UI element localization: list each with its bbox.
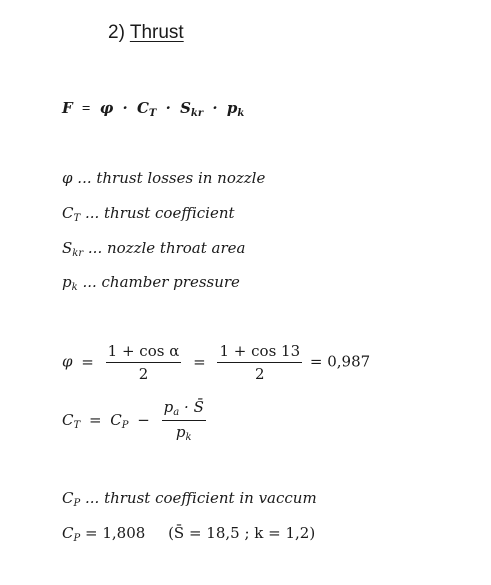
cp-value-line [62, 524, 315, 544]
ct-symbol: $C_T$ [136, 99, 157, 119]
equals-sign: = [81, 352, 94, 371]
fraction-denominator: 2 [138, 365, 149, 383]
thrust-lhs: F [62, 99, 73, 117]
fraction-denominator: 2 [255, 365, 265, 383]
definition-line [62, 204, 235, 224]
phi-formula [62, 342, 370, 383]
definition-text: ... thrust losses in nozzle [77, 169, 266, 187]
cp-parameters: (S̄ = 18,5 ; k = 1,2) [168, 524, 316, 542]
phi-symbol: φ [99, 99, 114, 117]
definition-text: ... chamber pressure [82, 273, 240, 291]
fraction-numerator: 1 + cos α [106, 342, 182, 363]
dot-operator: · [165, 99, 171, 117]
definition-text: ... thrust coefficient [84, 204, 235, 222]
equals-sign: = [81, 101, 91, 117]
definition-line [62, 169, 265, 189]
cp-definition-line [62, 489, 317, 509]
fraction-pressure-ratio [162, 398, 206, 443]
fraction-denominator: $p_k$ [175, 423, 192, 443]
fraction-numerator: $p_a$ · S̄ [162, 398, 206, 421]
definition-symbol: $C_P$ [62, 489, 81, 509]
section-number: 2) [108, 22, 125, 43]
definition-symbol: φ [62, 169, 73, 187]
section-title: Thrust [129, 22, 184, 43]
definition-line [62, 239, 245, 259]
ct-formula [62, 398, 209, 443]
definition-line [62, 273, 240, 293]
dot-operator: · [122, 99, 128, 117]
definition-symbol: $C_T$ [62, 204, 81, 224]
skr-symbol: $S_{kr}$ [180, 99, 204, 119]
fraction-general [106, 342, 182, 383]
section-heading [108, 22, 184, 44]
ct-lhs: $C_T$ [62, 410, 81, 431]
cp-symbol: $C_P$ [110, 410, 129, 431]
fraction-evaluated [217, 342, 302, 383]
dot-operator: · [212, 99, 218, 117]
thrust-formula [62, 99, 244, 119]
minus-sign: − [137, 410, 150, 429]
cp-value: = 1,808 [85, 524, 146, 542]
phi-lhs: φ [62, 352, 73, 371]
pk-symbol: $p_k$ [226, 99, 245, 119]
phi-result: = 0,987 [309, 352, 371, 371]
definition-symbol: $p_k$ [62, 273, 78, 293]
fraction-numerator: 1 + cos 13 [217, 342, 302, 363]
equals-sign: = [88, 410, 102, 429]
definition-text: ... nozzle throat area [87, 239, 246, 257]
cp-value-symbol: $C_P$ [62, 524, 81, 544]
definition-text: ... thrust coefficient in vaccum [85, 489, 317, 507]
equals-sign: = [193, 352, 206, 371]
definition-symbol: $S_{kr}$ [62, 239, 84, 259]
